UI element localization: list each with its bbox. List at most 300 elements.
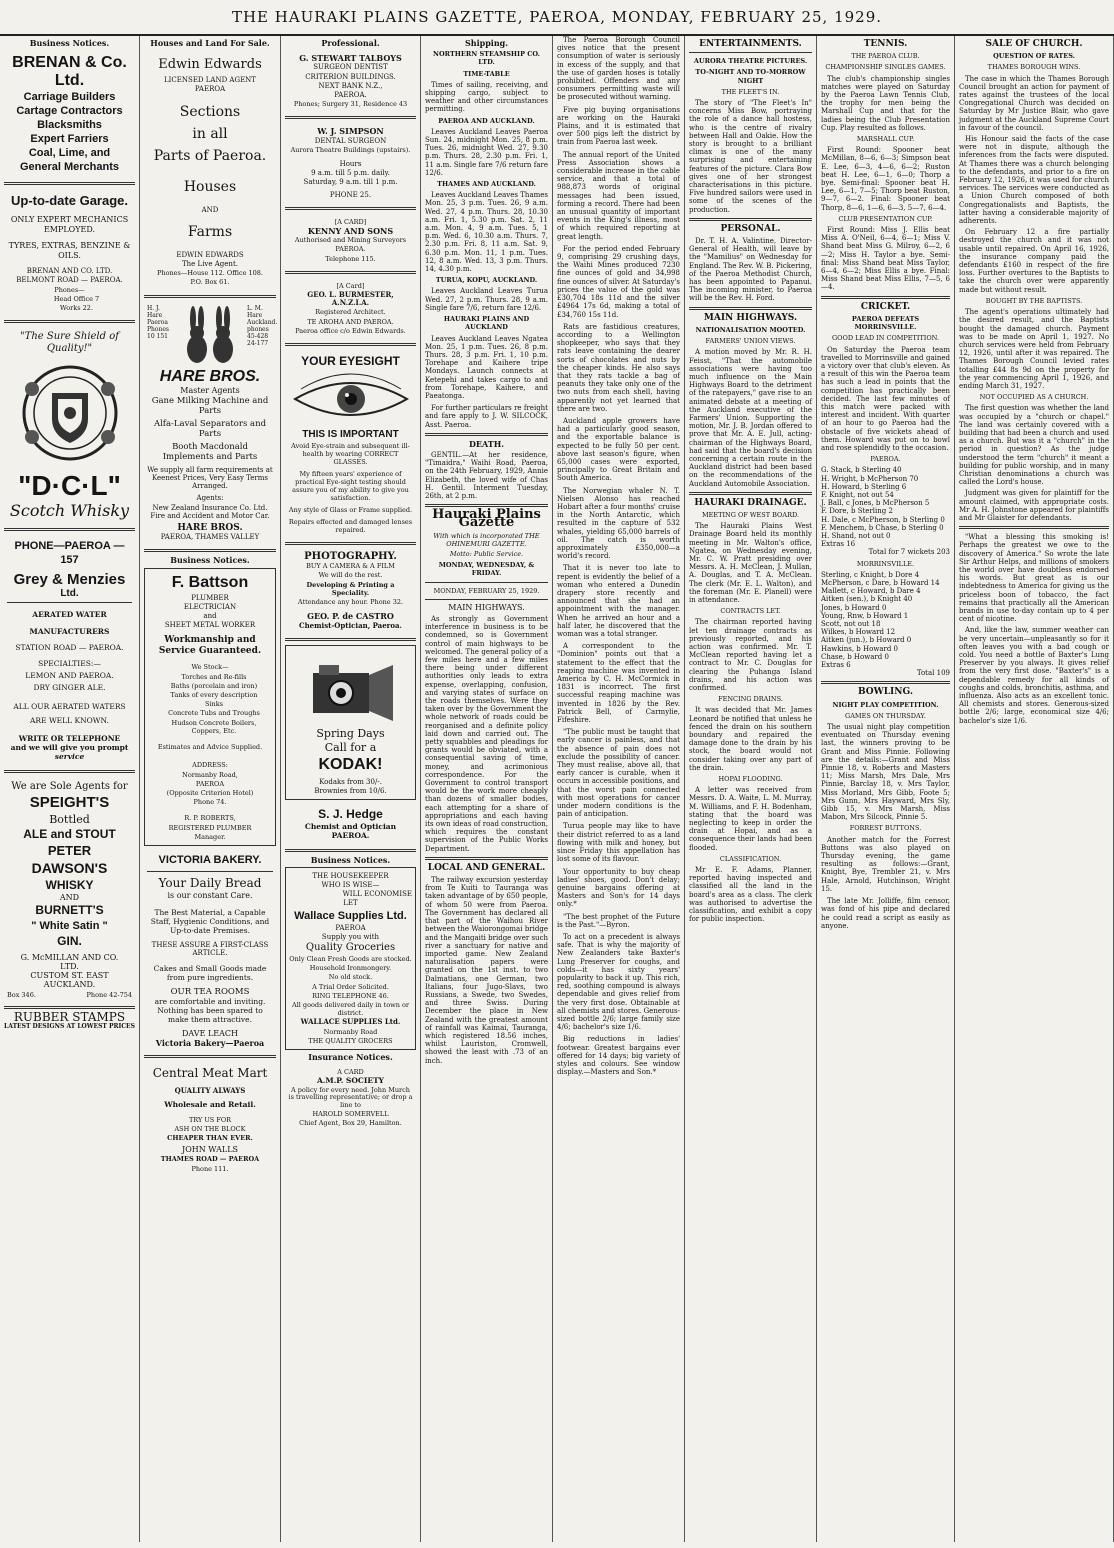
ad-line: PAEROA. [334,91,367,100]
ad-line: Estimates and Advice Supplied. [157,743,263,752]
drainage-text: The Hauraki Plains West Drainage Board held its monthly meeting in Mr. Walton's office, Ngatea, on Wednesday evening, Mr. C. W. Pratt presiding over Messrs. A. H. McClean, J. Mullan, A. Douglas, and T. A. McClean. The clerk (Mr. E. L. Walton), and the foreman (Mr. E. Planell) were in attendance. [689,522,812,604]
grey-name: Grey & Menzies [13,571,126,589]
ad-line: WRITE OR TELEPHONE [18,734,121,744]
victoria-bakery-ad [144,849,276,1051]
ad-line: Coal, Lime, and [28,147,111,160]
ad-line: WILL ECONOMISE [342,890,412,899]
eyesight-ad [285,350,416,538]
ad-line: service [54,752,85,762]
ad-line: TYRES, EXTRAS, BENZINE & OILS. [8,241,131,261]
section-heading: Houses and Land For Sale. [150,38,270,48]
editorial-title: MAIN HIGHWAYS. [448,602,525,612]
section-heading: Business Notices. [29,38,110,48]
ad-line: Paeroa office c/o Edwin Edwards. [295,326,406,335]
ad-line: LTD. [60,962,79,972]
talboys-name: G. STEWART TALBOYS [299,53,402,64]
dcl-slogan: "The Sure Shield of Quality!" [20,331,119,355]
ad-line: SHEET METAL WORKER [164,621,256,630]
ad-line: AUCKLAND. [43,980,96,990]
divider [285,542,416,545]
ad-line: DRY GINGER ALE. [33,683,106,693]
ad-line: All goods delivered daily in town or district. [292,1000,409,1018]
gazette-nameplate: Hauraki Plains Gazette [432,507,541,531]
contracts-title: CONTRACTS LET. [720,607,781,616]
ad-line: Booth Macdonald Implements and Parts [162,441,258,462]
flooding-text: A letter was received from Messrs. D. A. Waite, L. M. Murray, M. Williams, and F. H. Bodenham, stating that the board was neglecting to keep in order the drain at Hopai, and as a consequence their lands had been flooded. [689,786,812,852]
hare-rabbits-icon [175,305,245,367]
ad-line: STATION ROAD — PAEROA. [15,642,124,652]
article-paragraph: "What a blessing this smoking is! Perhaps the greatest we owe to the discovery of America." So wrote the late Sir Arthur Helps, and millions of smokers the world over have doubtless endorsed his words. But great as is our indebtedness to America for giving us the priceless boon of tobacco, the fact remains that practically all the American brands in use to-day contain up to 4 per cent of nicotine. [959,533,1109,624]
ad-line: THAMES ROAD — PAEROA [160,1155,260,1164]
flooding-title: HOPAI FLOODING. [718,775,783,784]
highways-sub2: FARMERS' UNION VIEWS. [705,337,796,346]
ad-line: WALLACE SUPPLIES Ltd. [300,1017,401,1027]
ad-line: Phones— [54,285,85,294]
hare-right-contact: L. M. Hare Auckland. phones 45-428 24-177 [247,304,278,347]
cricket-sub2: GOOD LEAD IN COMPETITION. [831,334,940,343]
fencing-title: FENCING DRAINS. [718,695,783,704]
local-general-title: LOCAL AND GENERAL. [427,862,546,873]
amp-name: A.M.P. SOCIETY [316,1076,385,1086]
bowling-text: The usual night play competition eventuated on Thursday evening last, the winners proving to be Grant and Miss Pinnie. Following are the details:—Grant and Miss Pinnie 18, v. Roberts and Masters 11; Miss Marsh, Mrs Dale, Mrs Pinnie, Barclay 18, v. Mrs Taylor, Miss Morland, Mrs Gibb, Foote 5; Mrs Gunn, Mrs Hayward, Mrs Sly, Gibb 15, v. Mrs Marsh, Miss Mabon, Mrs Silcock, Pinnie 5. [821,723,950,822]
ad-line: Carriage Builders [23,91,116,104]
ad-line: Registered Architect. [315,308,386,317]
ad-line: Household Ironmongery. [309,964,392,973]
ad-line: BRENAN AND CO. LTD. [26,267,113,276]
ad-line: TE AROHA AND PAEROA. [307,317,394,326]
hedge-ad [285,803,416,844]
bowling-title: BOWLING. [858,687,913,698]
team-heading: MORRINSVILLE. [856,559,915,568]
ad-line: Works 22. [60,304,93,313]
ad-line: DENTAL SURGEON [314,136,387,145]
ad-line: Concrete Tubs and Troughs [168,709,260,718]
ad-line: MANUFACTURERS [29,626,110,636]
ad-line: BELMONT ROAD — PAEROA. [16,276,123,285]
ad-line: The Best Material, a Capable Staff, Hygienic Conditions, and Up-to-date Premises. [150,908,270,936]
ad-line: Phones; Surgery 31, Residence 43 [293,100,408,109]
route-text: Leaves Auckland Leaves Paeroa Sun. 24, midnight Mon. 25, 8 p.m. Tues. 26, midnight Wed. 27, 9.30 p.m. Thurs. 28, 2.30 p.m. Fri. 1, 11 a.m. Single fare 7/6 return fare 12/6. [425,127,548,177]
scorecard-paeroa [821,466,950,556]
section-heading: Insurance Notices. [308,1051,393,1062]
divider [4,182,135,185]
ad-line: S. J. Hedge [318,807,383,822]
classification-title: CLASSIFICATION. [719,854,782,863]
news-item: "The public must be taught that early cancer is painless, and that the absence of pain does not exclude the possibility of cancer. They must realise, above all, that early cancer is curable, when it occurs in accessible positions, and that the worst pain connected with most operations for cancer under modern conditions is the pain of anticipation. [557,728,680,819]
score-row: Extras 6 [821,661,851,670]
ad-line: PAEROA [194,85,226,94]
news-item: Turua people may like to have their district referred to as a land flowing with milk and honey, but since Friday this appellation has lost some of its flavour. [557,822,680,864]
ad-line: OUR TEA ROOMS [170,986,250,997]
ad-line: in all [192,125,228,142]
ad-line: GEO. P. de CASTRO [307,611,394,622]
route-text: Leaves Auckland Leaves Ngatea Mon. 25, 1 p.m. Tues. 26, 8 p.m. Thurs. 28, 3 p.m. Fri. 1, 10 p.m. Torehape and Kaihere tripe Mondays. Launch connects at Ketepehi and takes cargo to and from Torehape, Kaihere, and Paeatonga. [425,334,548,400]
ad-line: Cartage Contractors [16,105,123,118]
score-row: F. Dore, b Sterling 2 [821,507,893,516]
ad-line: " White Satin " [31,919,108,932]
highways-text: A motion moved by Mr. R. H. Feisst, "That the automobile associations were having too much influence on the Main Highways Board to the detriment of the ratepayers," gave rise to an animated debate at a meeting of the Auckland executive of the Farmers' Union. Supporting the motion, Mr. J. B. Jordan offered to prove that Mr. A. E. Jull, acting-chairman of the Highways Board, had said that the board's decision concerning a certain route in the Auckland district had been based on the recommendations of the Auckland Automobile Association. [689,348,812,488]
ad-line: ELECTRICIAN [183,602,237,611]
personal-text: Dr. T. H. A. Valintine, Director-General of Health, will leave by the "Mamilius" on Wednesday for England. The Rev. W. B. Pickering, of the Paeroa Methodist Church, has been appointed to Papanui. The incoming minister, to Paeroa will be the Rev. H. Ford. [689,237,812,303]
cricket-title: CRICKET. [860,301,911,312]
divider [959,526,1109,529]
kodak-ad [285,645,416,800]
ad-line: BUY A CAMERA & A FILM [306,562,395,571]
drainage-title: HAURAKI DRAINAGE. [694,497,807,508]
simpson-name: W. J. SIMPSON [317,126,384,137]
divider [4,770,135,773]
ad-line: DAVE LEACH [182,1028,238,1038]
ad-line: Torches and Re-fills [181,672,247,681]
ad-line: Authorised and Mining Surveyors [294,236,407,245]
card-label: A CARD [337,1068,364,1077]
news-item: Rats are fastidious creatures, according to a Wellington shopkeeper, who says that they rats leave containing the dearer sorts of chocolates and nuts by the cheaper kinds. He also says that they rats tackle a bag of peanuts they take only one of the two nuts from each shell, having apparently not yet learned that there are two. [557,322,680,413]
gazette-motto: Motto: Public Service. [449,549,524,558]
ad-line: KODAK! [318,755,383,773]
grey-ltd: Ltd. [60,588,79,600]
score-row: G. Stack, b Sterling 40 [821,466,902,475]
divider [144,549,276,552]
cricket-sub: PAEROA DEFEATS MORRINSVILLE. [851,314,920,332]
article-paragraph: And, like the law, summer weather can be very uncertain—unpleasantly so for it often leaves you with a bad cough or cold. You need a bottle of Baxter's Lung Preserver by you always. It gives relief from the very first dose. "Baxter's" is a dependable remedy for all kinds of coughs and colds, bronchitis, asthma, and influenza. Also acts as an excellent tonic. All chemists and stores. Generous-sized bottle 2/6; large, economical size 4/6; bachelor's size 1/6. [959,626,1109,725]
ad-line: Expert Farriers [30,133,109,146]
ad-line: HAROLD SOMERVELL [312,1110,389,1119]
score-row: Jones, b Howard 0 [821,603,887,612]
ad-line: CUSTOM ST. EAST [30,971,109,981]
ad-line: Head Office 7 [53,294,100,303]
score-total: Total 109 [916,669,950,678]
ad-line: Phone 74. [193,798,227,807]
ad-line: HARE BROS. [177,523,243,534]
burmester-ad [285,278,416,339]
article-paragraph: His Honour said the facts of the case were not in dispute, although the inferences from the facts were disputed. At Thames there was a church belonging to the defendants, and prior to a fire on February 12, 1926, it was used for church services. The services were conducted as a Union Church composed of both Congregationalists and Baptists, the latter having a considerable majority of adherents. [959,135,1109,226]
local-general-text: The railway excursion yesterday from Te Kuiti to Tauranga was taken advantage of by 650 people, of whom 50 were from Paeroa. The Government has declared all that part of the Waihou River between the Waiorongomai bridge and the Mangaiti bridge over such river a sanctuary for native and imported game. New Zealand naturalisation papers were granted on the 1st inst. to two Dalmatians, one German, two Italians, four Jugo-Slavs, two Russians, a Swede, two Swedes, and three Swiss. During December the place in New Zealand with the greatest amount of rainfall was Kaimai, Tauranga, which registered 18.56 inches, whilst Lauriston, Cromwell, showed the least with .73 of an inch. [425,876,548,1065]
article-paragraph: The first question was whether the land was occupied by a "church or chapel." The land was certainly covered with a building that had been a church and used as a church. But was it a "church" in the period in question? As the judge understood the term "church" it meant a building for public worship, and in many Christian denominations a church was called the Lord's house. [959,404,1109,487]
divider [689,52,812,53]
ad-line: We are Sole Agents for [11,780,128,792]
score-row: Sterling, c Knight, b Dore 4 [821,570,920,579]
simpson-ad [285,123,416,202]
showing-time: TO-NIGHT AND TO-MORROW NIGHT [695,68,806,85]
ad-line: Brownies from 10/6. [314,786,387,795]
divider [425,433,548,436]
dcl-whisky-ad [4,327,135,524]
news-item: "The best prophet of the Future is the Past."—Byron. [557,912,680,929]
article-subhead: BOUGHT BY THE BAPTISTS. [985,296,1083,305]
ad-line: THIS IS IMPORTANT [302,429,399,441]
route-text: Leaves Auckland Leaves Thames Mon. 25, 3 p.m. Tues. 26, 9 a.m. Wed. 27, 4 p.m. Thurs. 28, 10.30 a.m. Fri. 1, 5.30 p.m. Sat. 2, 11 a.m. Mon. 4, 9 a.m. Tues. 5, 1 p.m. Wed. 6, 10.30 a.m. Thurs. 7, 2.30 p.m. Fri. 8, 11 a.m. Sat. 9, 6.30 p.m. Mon. 11, 1 p.m. Tues. 12, 8 a.m. Wed. 13, 3 p.m. Thurs. 14, 4.30 p.m. [425,191,548,274]
ad-line: and [203,612,217,621]
column-5 [553,36,685,1542]
news-item: Five pig buying organisations are working on the Hauraki Plains, and it is estimated that over 500 pigs left the district by train from Paeroa last week. [557,105,680,147]
photography-ad [285,549,416,634]
divider [4,320,135,323]
ad-line: THE QUALITY GROCERS [308,1036,393,1045]
church-sale-title: SALE OF CHURCH. [985,39,1083,49]
score-row: Scott, not out 18 [821,620,881,628]
ad-line: We will do the rest. [318,571,383,580]
rubber-stamps-title: RUBBER STAMPS [13,1009,126,1024]
divider [425,857,548,860]
ad-line: PETER [47,842,92,858]
divider [285,849,416,852]
ad-line: SPEIGHT'S [29,793,110,811]
cricket-text: On Saturday the Paeroa team travelled to Morrinsville and gained a victory over that club's eleven. As a result of this win the Paeroa team has such a lead in points that the competition has practically been decided. The last few minutes of this match were packed with interest and incident. With quarter of an hour to go Paeroa had the obstacle of five wickets ahead of them. Howard was put on to bowl and rose splendidly to the occasion. [821,345,950,452]
ad-line: Wallace Supplies Ltd. [294,909,407,922]
ad-line: TRY US FOR [188,1115,232,1124]
shipping-agent: For further particulars re freight and fare apply to J. W. SILCOCK, Asst. Paeroa. [425,404,548,429]
presentation-text: First Round: Miss J. Ellis beat Miss A. O'Neil, 6—4, 6—1; Miss V. Shand beat Miss G. Milroy, 6—2, 6—2; Miss H. Taylor a bye. Semi-final: Miss Shand beat Miss Taylor, 6—4, 6—2; Miss Ellis a bye. Final: Miss Shand beat Miss Ellis, 7—5, 6—4. [821,226,950,292]
ad-line: ALE and STOUT [23,826,116,841]
article-paragraph: The case in which the Thames Borough Council brought an action for payment of rates against the trustees of the local Congregational Church was decided on Saturday by Mr Justice Blair, who gave judgment at the Auckland Supreme Court in favour of the council. [959,74,1109,132]
hare-left-contact: H. J. Hare Paeroa Phones 10 151 [147,304,170,340]
ad-line: Normanby Road, [182,770,238,779]
ad-line: Repairs effected and damaged lenses repaired. [288,518,413,535]
drainage-sub: MEETING OF WEST BOARD. [701,510,800,519]
edwin-name: Edwin Edwards [158,57,262,73]
ad-line: DAWSON'S [31,859,108,876]
article-subhead: NOT OCCUPIED AS A CHURCH. [979,393,1089,402]
garage-ad [4,189,135,316]
masthead: THE HAURAKI PLAINS GAZETTE, PAEROA, MONDAY, FEBRUARY 25, 1929. [0,0,1114,36]
score-row: Aitken (sen.), b Knight 40 [821,595,913,604]
timetable-note: Times of sailing, receiving, and shipping cargo, subject to weather and other circumstances permitting. [425,80,548,114]
amp-ad [285,1064,416,1131]
score-row: H. Wright, b McPherson 70 [821,474,919,483]
score-row: Chase, b Howard 0 [821,652,889,661]
kenny-ad [285,214,416,267]
route-title: TURUA, KOPU, AUCKLAND. [435,276,538,285]
score-row: F. Knight, not out 54 [821,490,894,499]
score-row: Young, Rnw, b Howard 1 [821,611,909,620]
news-item: The annual report of the United Press Association shows a considerable increase in the cable service, and that a total of 988,873 words of original messages had been issued, forming a record. There had been an unusual quantity of important events in the King's illness, most of which required reporting at great length. [557,150,680,241]
column-3 [281,36,421,1542]
column-6 [685,36,817,1542]
ad-line: PAEROA [335,923,366,932]
ad-line: The Live Agent. [182,260,238,269]
bakery-name: VICTORIA BAKERY. [158,853,262,866]
ad-line: is our constant Care. [167,890,253,900]
ad-line: CRITERION BUILDINGS. [305,72,396,81]
hare-name: HARE BROS. [159,367,261,385]
news-item: The Paeroa Borough Council gives notice that the present consumption of water is seriously in excess of the supply, and that the use of garden hoses is totally prohibited. Offenders and any consumers permitting waste will be prosecuted without warning. [557,36,680,102]
ad-line: Chemist and Optician [304,822,397,832]
ad-line: SURGEON DENTIST [313,63,388,72]
ad-line: Any style of Glass or Frame supplied. [288,506,413,515]
ad-line: GIN. [57,933,82,948]
divider [425,582,548,583]
photo-title: PHOTOGRAPHY. [304,551,397,563]
divider [7,602,132,603]
divider [425,599,548,600]
marshall-title: MARSHALL CUP. [856,135,915,144]
column-1 [0,36,140,1542]
grey-menzies-ad [4,535,135,765]
ad-line: PAEROA [195,779,225,788]
ad-line: Hudson Concrete Boilers, Coppers, Etc. [171,718,257,735]
brenan-name: BRENAN & Co. Ltd. [12,54,127,90]
marshall-text: First Round: Spooner beat McMillan, 8—6, 6—3; Simpson beat E. Lee, 6—3, 4—6, 6—2; Ruston beat H. Lee, 6—1, 6—0; Thorp a bye. Semi-final: Spooner beat H. Lee, 6—1, 7—5; Thorp beat Ruston, 9—7, 6—2. Final: Spooner beat Thorp, 8—6, 1—6, 6—3, 5—7, 6—4. [821,146,950,212]
hare-bros-ad [144,302,276,546]
ad-line: Baths (porcelain and iron) [170,681,258,690]
score-row: McPherson, c Dare, b Howard 14 [821,578,940,587]
news-item: Auckland apple growers have had a particularly good season, and the exportable balance is expected to be fully 50 per cent. above last season's figure, when 65,000 cases were exported, principally to Great Britain and South America. [557,416,680,483]
gazette-date: MONDAY, FEBRUARY 25, 1929. [433,586,540,595]
ad-line: AND [201,205,219,214]
card-label: [A Card] [336,281,365,290]
ad-line: LICENSED LAND AGENT [164,76,256,85]
column-2 [140,36,281,1542]
eye-icon [291,373,411,425]
burmester-name: GEO. L. BURMESTER, A.N.Z.I.A. [307,290,394,308]
ad-line: R. P. ROBERTS, [184,814,236,823]
divider [689,492,812,495]
ad-line: ARE WELL KNOWN. [30,715,109,725]
ad-line: PLUMBER [191,593,229,602]
divider [689,307,812,310]
news-item: To act on a precedent is always safe. That is why the majority of New Zealanders take Baxter's Lung Preserver for coughs, and colds—it has sixty years' popularity to back it up. This rich, red, soothing compound is always dependable and gives relief from the very first dose. Obtainable at all chemists and stores. Generous-sized bottle 2/6; large family size 4/6; bachelor's size 1/6. [557,932,680,1032]
ad-line: EDWIN EDWARDS [176,250,244,259]
ad-line: Call for a [324,740,377,754]
ad-line: SPECIALTIES:— [38,659,101,669]
theatre-name: AURORA THEATRE PICTURES. [693,57,808,66]
divider [285,271,416,274]
route-text: Leaves Auckland Leaves Turua Wed. 27, 2 p.m. Thurs. 28, 9 a.m. Single fare 7/6, return fare 12/6. [425,287,548,312]
edwin-edwards-ad [144,50,276,290]
highways-sub: NATIONALISATION MOOTED. [695,325,806,334]
route-title: PAEROA AND AUCKLAND. [438,116,535,125]
gazette-days: MONDAY, WEDNESDAY, & FRIDAY. [438,561,535,578]
ad-line: P.O. Box 61. [190,278,230,287]
route-title: HAURAKI PLAINS AND AUCKLAND [443,315,530,332]
camera-icon [303,653,399,723]
ad-line: CHEAPER THAN EVER. [167,1133,253,1142]
ad-line: Spring Days [316,726,385,740]
ad-line: AND [59,892,80,902]
ad-line: PAEROA. [331,831,370,841]
rubber-stamps-sub: LATEST DESIGNS AT LOWEST PRICES [4,1023,135,1031]
gazette-sub: With which is incorporated THE OHINEMURI GAZETTE. [433,531,540,548]
ad-line: Phone 111. [191,1164,229,1173]
ad-line: Chemist-Optician, Paeroa. [299,620,402,630]
card-label: [A CARD] [334,217,367,226]
ad-line: Normanby Road [323,1027,378,1036]
ad-line: Parts of Paeroa. [153,147,267,164]
ad-line: Sections [179,103,241,120]
news-item: That it is never too late to repent is evidently the belief of a woman who entered a Dunedin drapery store recently and announced that she had an appointment with the manager. When he arrived an hour and a half later, he discovered that the woman was a total stranger. [557,564,680,639]
ad-line: Alfa-Laval Separators and Parts [153,418,267,439]
ad-line: Hours [339,160,362,169]
divider [821,296,950,299]
ad-line: No old stock. [328,973,373,982]
highways-title: MAIN HIGHWAYS. [703,312,798,323]
ad-line: and we will give you prompt [10,743,129,753]
ad-line: Box 346. [7,990,36,999]
news-item: For the period ended February 9, comprising 29 crushing days, the Waihi Mines produced 7230 fine ounces of gold and 34,998 fine ounces of silver. At Saturday's prices the value of the gold was £30,704 18s 11d and the silver £4964 17s 6d, making a total of £34,760 15s 11d. [557,244,680,319]
divider [147,871,273,872]
ad-line: Victoria Bakery—Paeroa [155,1037,265,1048]
ad-line: General Merchants [19,161,120,174]
ad-line: We supply all farm requirements at Keenest Prices, Very Easy Terms Arranged. [147,465,273,491]
presentation-title: CLUB PRESENTATION CUP. [838,214,933,223]
editorial-text: As strongly as Government interference in business is to be condemned, so is Government control of main highways to be welcomed. The general policy of a few miles here and a few miles there being under different authorities only leads to extra expense, overlapping, confusion, and varying states of surface on the roads themselves. Were they taken over by the Government the whole network of roads could be reorganised and a definite policy laid down and carried out. The petty squabbles and pleadings for grants would be obviated, with a consequential saving of time, money, and acrimonious correspondence. For the Government to control transport would be the work more cheaply than dozens of smaller bodies, each attempting for a share of appropriations and each having its own ideas of road construction, which requires the constant supervision of the Public Works Department. [425,614,548,853]
wallace-supplies-ad [285,867,416,1050]
ad-line: Agents: [196,494,224,503]
ad-line: Kodaks from 30/-. [319,777,382,786]
ad-line: Manager. [194,832,226,841]
central-meat-mart-ad [144,1062,276,1177]
ad-line: Chief Agent, Box 29, Hamilton. [299,1119,402,1128]
section-heading: Business Notices. [170,555,250,566]
ad-line: A Trial Order Solicited. [312,982,389,991]
bowling-sub2: GAMES ON THURSDAY. [845,711,926,720]
death-title: DEATH. [468,438,505,449]
ad-line: WHISKY [45,877,94,892]
ad-line: A policy for every need. John Murch is travelling representative; or drop a line to [288,1085,413,1109]
divider [689,218,812,221]
score-row: H. Howard, b Sterling 6 [821,482,907,491]
death-notice: GENTIL.—At her residence, "Timaidra," Waihi Road, Paeroa, on the 24th February, 1929, Annie Elizabeth, the loved wife of Chas H. Gentil. Interment Tuesday, 26th, at 2 p.m. [425,450,548,500]
score-row: Extras 16 [821,540,856,549]
ad-line: G. McMILLAN AND CO. [20,952,119,962]
column-4 [421,36,553,1542]
ad-line: BURNETT'S [35,902,104,917]
ad-line: Attendance any hour. Phone 32. [297,598,404,607]
church-sale-sub: QUESTION OF RATES. [993,52,1075,61]
ad-line: LEMON AND PAEROA. [25,671,114,681]
news-item: Big reductions in ladies' footwear. Greatest bargains ever offered for 14 days; big variety of styles and colours. See window display.—Masters and Son.* [557,1035,680,1077]
score-row: H. Shand, not out 0 [821,531,891,540]
ad-line: Telephone 115. [325,254,376,263]
ad-line: LET [343,899,358,908]
ad-line: AERATED WATER [32,610,107,620]
divider [144,295,276,298]
dcl-product: Scotch Whisky [9,501,130,521]
ad-line: Sinks [205,700,223,709]
ad-line: Gane Milking Machine and Parts [151,395,269,416]
ad-line: are comfortable and inviting. Nothing has been spared to make them attractive. [154,996,266,1024]
ad-line: Wholesale and Retail. [164,1100,256,1110]
battson-ad [144,568,276,846]
ad-line: ALL OUR AERATED WATERS [13,701,126,711]
section-heading: Business Notices. [310,854,391,865]
entertainments-title: ENTERTAINMENTS. [699,39,802,49]
speights-ad [4,777,135,1002]
ad-line: ASH ON THE BLOCK [174,1124,246,1133]
garage-title: Up-to-date Garage. [10,193,128,209]
ad-line: Only Clean Fresh Goods are stocked. [289,954,412,963]
ad-line: 9 a.m. till 5 p.m. daily. [311,169,390,178]
divider [285,116,416,119]
ad-line: RING TELEPHONE 46. [312,991,389,1000]
ad-line: Developing & Printing a Speciality. [306,580,395,597]
news-item: The late Mr. Jolliffe, film censor, was fond of his pipe and declared he could read a script as easily as anyone. [821,897,950,930]
divider [4,1006,135,1009]
news-item: The Norwegian whaler N. T. Nielsen Alonso has reached Hobart after a four months' cruise in the North Antarctic, which resulted in the capture of 532 whales, yielding 65,000 barrels of oil. The catch is worth approximately £350,000—a world's record. [557,486,680,561]
tennis-club: THE PAEROA CLUB. [851,52,920,61]
section-heading: Shipping. [464,38,509,48]
church-sale-sub2: THAMES BOROUGH WINS. [987,63,1081,72]
ad-line: Supply you with [321,932,380,941]
dcl-shield-icon [10,359,130,467]
score-row: F. Menchem, b Chase, b Sterling 0 [821,523,944,532]
forrest-title: FORREST BUTTONS. [849,824,922,833]
fencing-text: It was decided that Mr. James Leonard be notified that unless he fenced the drain on his southern boundary and repaired the damage done to the drain by his stock, the board would not consider taking over any part of the drain. [689,706,812,772]
score-row: Aitken (jun.), b Howard 0 [821,636,912,645]
route-title: THAMES AND AUCKLAND. [437,180,536,189]
score-row: Hawkins, b Howard 0 [821,644,898,653]
timetable-title: TIME-TABLE [463,69,510,78]
